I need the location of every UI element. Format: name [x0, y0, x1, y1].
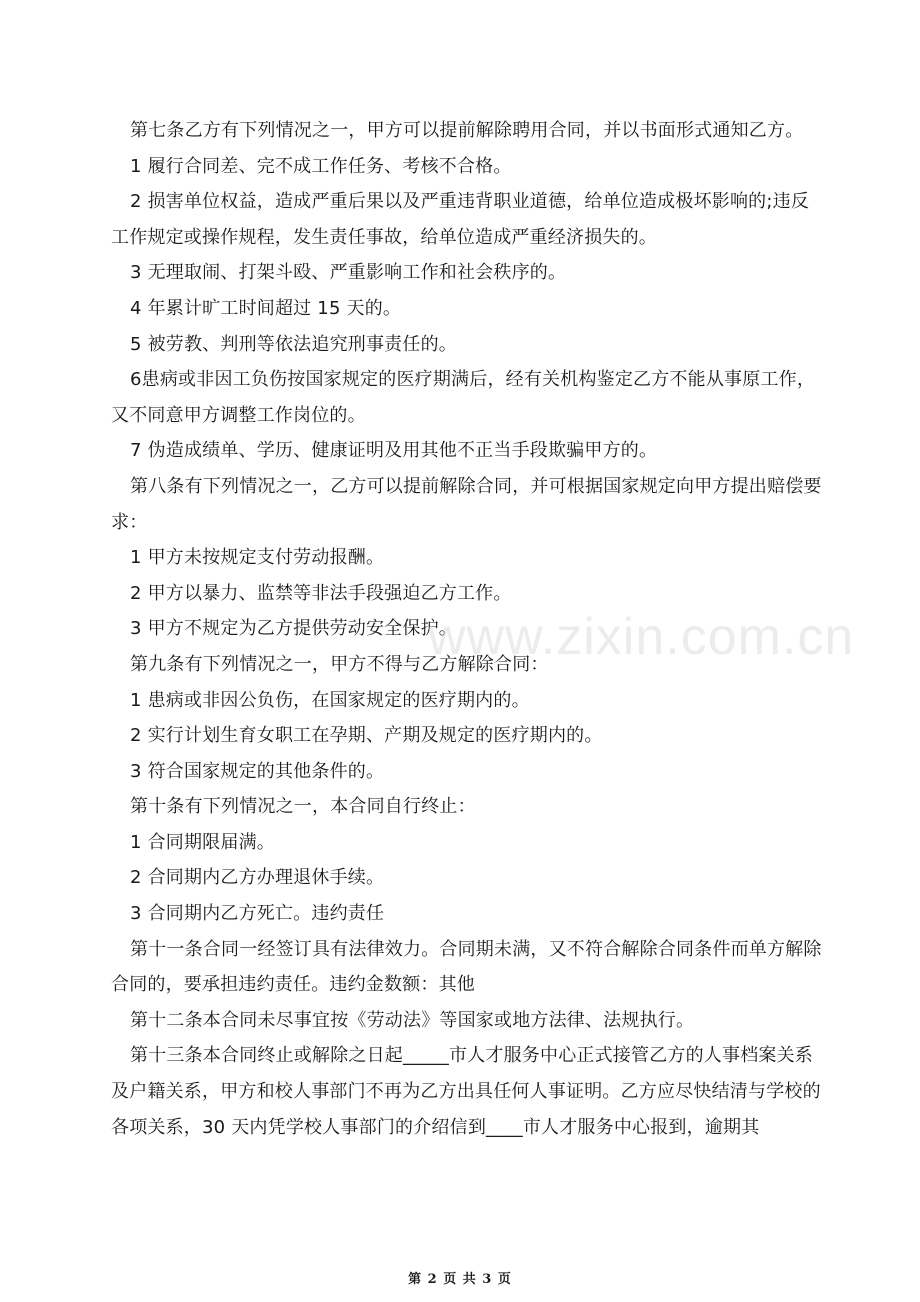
paragraph: 第十条有下列情况之一，本合同自行终止：: [130, 796, 476, 818]
paragraph: 1 甲方未按规定支付劳动报酬。: [130, 547, 385, 569]
paragraph: 6患病或非因工负伤按国家规定的医疗期满后，经有关机构鉴定乙方不能从事原工作，又不同意甲方调整工作岗位的。: [111, 369, 816, 426]
paragraph: 2 实行计划生育女职工在孕期、产期及规定的医疗期内的。: [130, 725, 603, 747]
paragraph: 3 甲方不规定为乙方提供劳动安全保护。: [130, 618, 457, 640]
paragraph: 第十二条本合同未尽事宜按《劳动法》等国家或地方法律、法规执行。: [130, 1009, 695, 1031]
paragraph: 2 损害单位权益，造成严重后果以及严重违背职业道德，给单位造成极坏影响的;违反工作规定或操作规程，发生责任事故，给单位造成严重经济损失的。: [111, 191, 810, 248]
page-number-footer: 第 2 页 共 3 页: [408, 1272, 512, 1287]
paragraph: 第九条有下列情况之一，甲方不得与乙方解除合同：: [130, 653, 549, 675]
paragraph: 3 合同期内乙方死亡。违约责任: [130, 903, 385, 925]
paragraph: 7 伪造成绩单、学历、健康证明及用其他不正当手段欺骗甲方的。: [130, 440, 658, 462]
paragraph: 第七条乙方有下列情况之一，甲方可以提前解除聘用合同，并以书面形式通知乙方。: [130, 120, 804, 141]
paragraph: 1 履行合同差、完不成工作任务、考核不合格。: [130, 155, 512, 177]
paragraph: 第十一条合同一经签订具有法律效力。合同期未满，又不符合解除合同条件而单方解除合同的，要承担违约责任。违约金数额：其他: [111, 938, 822, 996]
paragraph: 3 无理取闹、打架斗殴、严重影响工作和社会秩序的。: [130, 262, 567, 284]
paragraph: 1 合同期限届满。: [130, 831, 275, 853]
paragraph: 2 合同期内乙方办理退休手续。: [130, 867, 385, 889]
paragraph: 第八条有下列情况之一，乙方可以提前解除合同，并可根据国家规定向甲方提出赔偿要求：: [111, 475, 822, 533]
paragraph: 5 被劳教、判刑等依法追究刑事责任的。: [130, 333, 457, 355]
paragraph: 第十三条本合同终止或解除之日起_____市人才服务中心正式接管乙方的人事档案关系及户籍关系，甲方和校人事部门不再为乙方出具任何人事证明。乙方应尽快结清与学校的各项关系，30 天内凭学校人事部门的介绍信到____市人才服务中心报到，逾期其: [111, 1045, 821, 1138]
paragraph: 4 年累计旷工时间超过 15 天的。: [130, 297, 402, 319]
watermark: www.zixin.com.cn: [428, 608, 855, 666]
paragraph: 3 符合国家规定的其他条件的。: [130, 760, 385, 782]
paragraph: 2 甲方以暴力、监禁等非法手段强迫乙方工作。: [130, 582, 512, 604]
paragraph: 1 患病或非因公负伤，在国家规定的医疗期内的。: [130, 689, 530, 711]
